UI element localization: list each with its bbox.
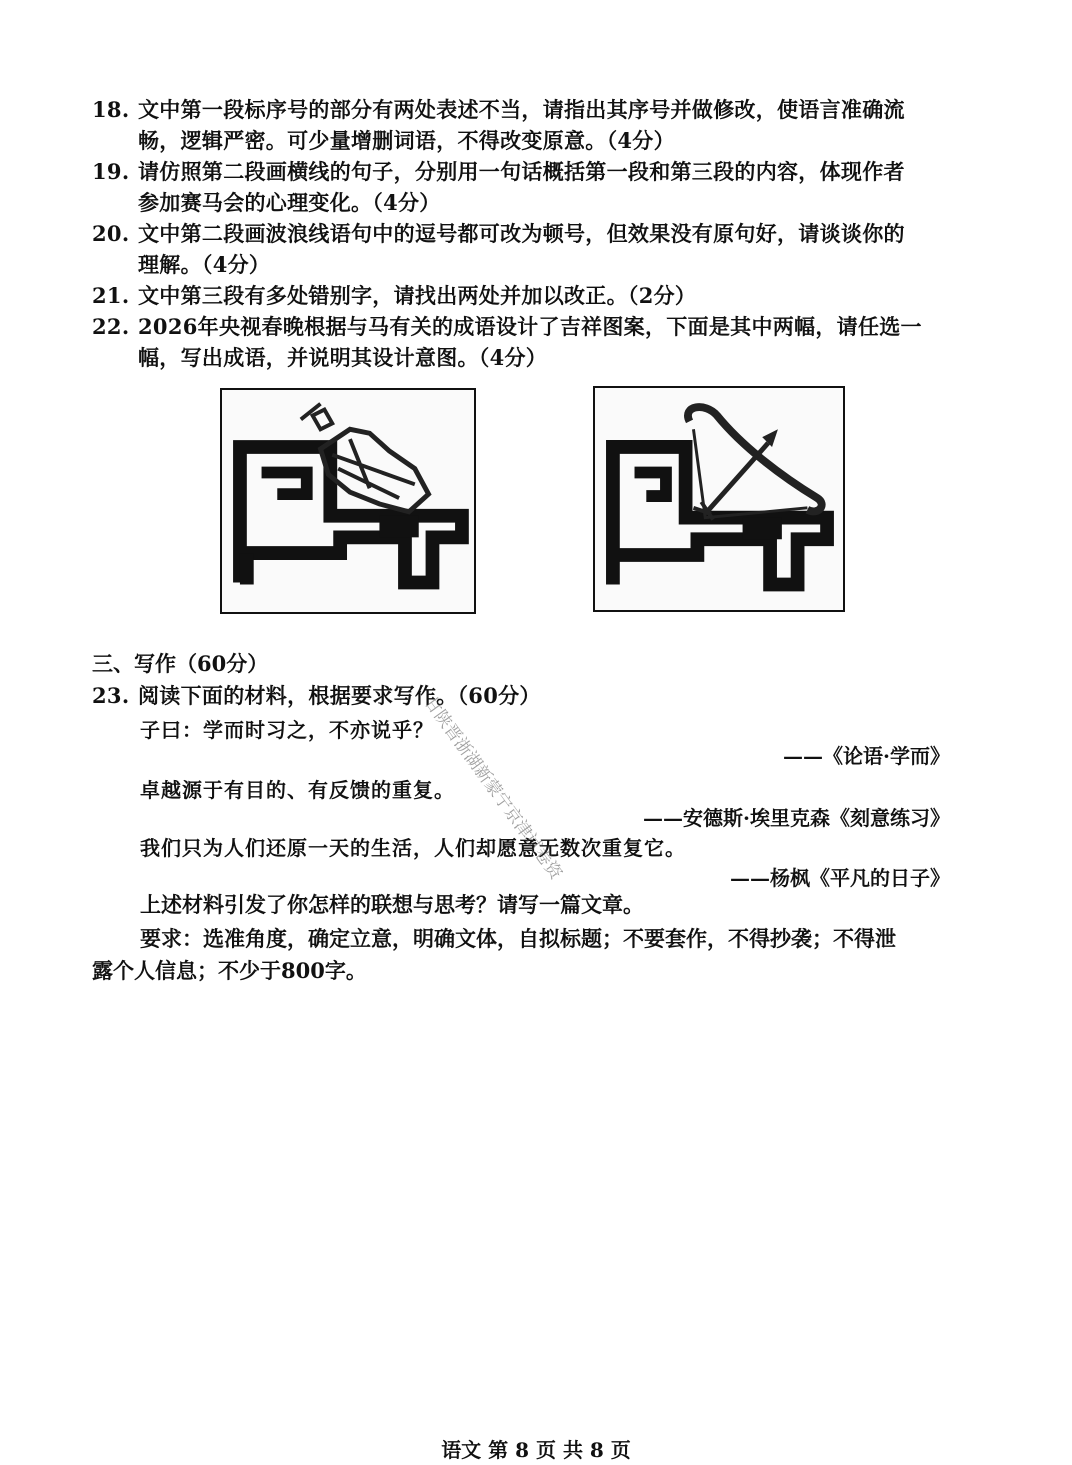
question-number: 18. (92, 97, 130, 122)
question-number: 19. (92, 159, 130, 184)
question-text: 文中第三段有多处错别字，请找出两处并加以改正。（2分） (138, 283, 697, 308)
question-23 (92, 680, 972, 711)
material-source-3: ——杨枫《平凡的日子》 (730, 866, 950, 890)
question-number: 23. (92, 683, 130, 708)
material-source-2: ——安德斯·埃里克森《刻意练习》 (643, 806, 950, 830)
horse-carrying-pattern-image (220, 388, 476, 614)
question-18 (92, 94, 972, 156)
writing-requirement-cont: 露个人信息；不少于800字。 (92, 958, 367, 983)
question-21 (92, 280, 972, 311)
question-text: 2026年央视春晚根据与马有关的成语设计了吉祥图案，下面是其中两幅，请任选一 (138, 314, 922, 339)
question-20 (92, 218, 972, 280)
material-quote-1: 子曰：学而时习之，不亦说乎？ (140, 718, 434, 742)
question-text-cont: 参加赛马会的心理变化。（4分） (138, 190, 441, 215)
question-number: 22. (92, 314, 130, 339)
page-footer: 语文 第 8 页 共 8 页 (441, 1438, 631, 1462)
question-number: 21. (92, 283, 130, 308)
material-quote-3: 我们只为人们还原一天的生活，人们却愿意无数次重复它。 (140, 836, 686, 860)
mascot-images (0, 386, 1072, 616)
question-number: 20. (92, 221, 130, 246)
section-title: 三、写作（60分） (92, 651, 269, 676)
material-quote-2: 卓越源于有目的、有反馈的重复。 (140, 778, 455, 802)
question-text: 文中第二段画波浪线语句中的逗号都可改为顿号，但效果没有原句好，请谈谈你的 (138, 221, 905, 246)
question-text-cont: 理解。（4分） (138, 252, 271, 277)
question-text-cont: 畅，逻辑严密。可少量增删词语，不得改变原意。（4分） (138, 128, 675, 153)
question-text-cont: 幅，写出成语，并说明其设计意图。（4分） (138, 345, 548, 370)
writing-requirement: 要求：选准角度，确定立意，明确文体，自拟标题；不要套作，不得抄袭；不得泄 (140, 926, 896, 951)
writing-prompt: 上述材料引发了你怎样的联想与思考？请写一篇文章。 (140, 892, 644, 917)
question-22 (92, 311, 972, 373)
question-text: 阅读下面的材料，根据要求写作。（60分） (138, 683, 541, 708)
watermark: 甘陕晋浙湖新蒙宁京津试卷资 (419, 692, 566, 884)
question-text: 文中第一段标序号的部分有两处表述不当，请指出其序号并做修改，使语言准确流 (138, 97, 905, 122)
question-text: 请仿照第二段画横线的句子，分别用一句话概括第一段和第三段的内容，体现作者 (138, 159, 905, 184)
question-19 (92, 156, 972, 218)
horse-bow-arrow-pattern-image (593, 386, 845, 612)
material-source-1: ——《论语·学而》 (783, 744, 950, 768)
